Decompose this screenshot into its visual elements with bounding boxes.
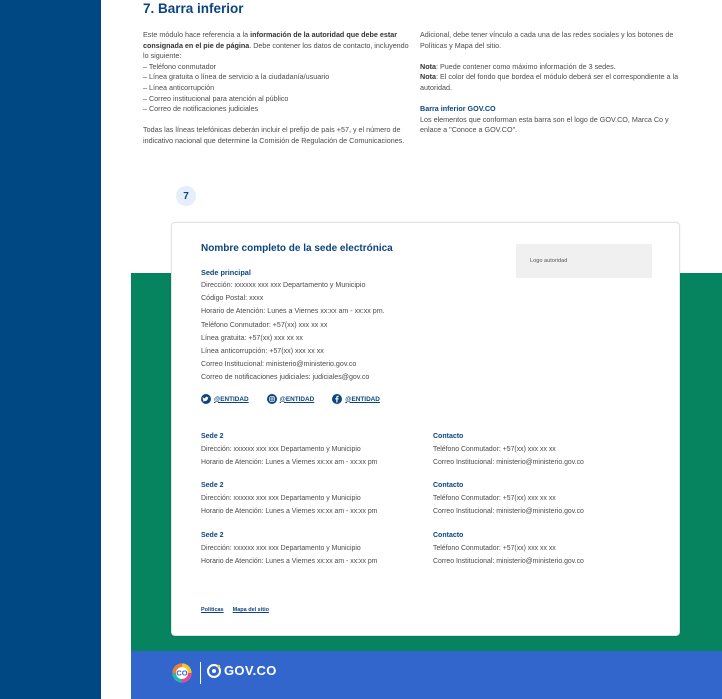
footer-links (201, 607, 269, 613)
branch-office-block (201, 480, 377, 518)
list-item: – Línea gratuita o línea de servicio a la ciudadanía/usuario (143, 72, 330, 82)
svg-text:CO: CO (176, 668, 188, 678)
instagram-handle: @ENTIDAD (279, 395, 315, 403)
instagram-link[interactable] (267, 394, 315, 404)
branch-address: Dirección: xxxxxx xxx xxx Departamento y Municipio (201, 495, 361, 502)
authority-logo-placeholder[interactable] (516, 244, 652, 278)
main-office-heading: Sede principal (201, 268, 251, 277)
policies-link[interactable]: Políticas (201, 607, 224, 613)
list-item: – Correo de notificaciones judiciales (143, 104, 259, 114)
contact-heading: Contacto (433, 433, 464, 440)
twitter-link[interactable] (201, 394, 249, 404)
facebook-link[interactable] (332, 394, 380, 404)
note-label: Nota (420, 61, 436, 71)
social-links (201, 394, 398, 404)
branch-office-block (201, 431, 377, 469)
site-name-title: Nombre completo de la sede electrónica (201, 243, 393, 254)
branch-phone: Teléfono Conmutador: +57(xx) xxx xx xx (433, 545, 556, 552)
branch-email: Correo Institucional: ministerio@ministerio.gov.co (433, 558, 584, 565)
twitter-icon (201, 394, 211, 404)
sitemap-link[interactable]: Mapa del sitio (232, 607, 269, 613)
office-hours: Horario de Atención: Lunes a Viernes xx:xx am - xx:xx pm. (201, 307, 385, 316)
branch-office-block (201, 530, 377, 568)
branch-heading: Sede 2 (201, 482, 224, 489)
govco-divider (200, 662, 201, 684)
branch-contact-block (433, 530, 584, 568)
list-item: – Teléfono conmutador (143, 61, 216, 71)
twitter-handle: @ENTIDAD (214, 395, 249, 403)
intro-bold-text: información de la autoridad que debe estar consignada en el pie de página (143, 30, 398, 50)
branch-email: Correo Institucional: ministerio@ministerio.gov.co (433, 459, 584, 466)
note-label: Nota (420, 72, 436, 82)
section-title: 7. Barra inferior (143, 1, 244, 16)
branch-heading: Sede 2 (201, 433, 224, 440)
left-color-band (0, 0, 101, 699)
notes-paragraph: Nota: Puede contener como máximo información de 3 sedes. Nota: El color del fondo que bordea el módulo deberá ser el correspondiente a la autoridad. (420, 61, 679, 92)
postal-code: Código Postal: xxxx (201, 294, 264, 303)
marca-co-logo[interactable] (172, 663, 192, 683)
office-address: Dirección: xxxxxx xxx xxx Departamento y Municipio (201, 281, 366, 289)
branch-contact-block (433, 480, 584, 518)
required-items-list (143, 62, 411, 115)
govco-logo-link[interactable] (207, 663, 277, 678)
branch-phone: Teléfono Conmutador: +57(xx) xxx xx xx (433, 446, 556, 453)
institutional-email: Correo Institucional: ministerio@ministerio.gov.co (201, 360, 357, 369)
list-item: – Línea anticorrupción (143, 82, 215, 92)
footer-module-card (171, 222, 680, 636)
govco-emblem-icon (207, 664, 221, 678)
left-description-column (143, 30, 411, 157)
branch-phone: Teléfono Conmutador: +57(xx) xxx xx xx (433, 495, 556, 502)
intro-paragraph: Este módulo hace referencia a la información de la autoridad que debe estar consignada en el pie de página. Debe contener los datos de contacto, incluyendo lo siguiente: – Teléfono conmutador – Línea gratuita o línea de servicio a la ciudadanía/usuario – Línea anticorrupción – Correo institucional para atención al público – Correo de notificaciones judiciales (143, 30, 411, 115)
social-links-paragraph: Adicional, debe tener vínculo a cada una de las redes sociales y los botones de Políticas y Mapa del sitio. (420, 30, 674, 50)
facebook-handle: @ENTIDAD (345, 395, 380, 403)
branch-contact-block (433, 431, 584, 469)
branch-address: Dirección: xxxxxx xxx xxx Departamento y Municipio (201, 446, 361, 453)
branch-hours: Horario de Atención: Lunes a Viernes xx:xx am - xx:xx pm (201, 558, 378, 565)
branch-hours: Horario de Atención: Lunes a Viernes xx:xx am - xx:xx pm (201, 459, 378, 466)
facebook-icon (332, 394, 342, 404)
instagram-icon (267, 394, 277, 404)
judicial-notifications-email: Correo de notificaciones judiciales: judiciales@gov.co (201, 373, 370, 382)
list-item: – Correo institucional para atención al público (143, 93, 289, 103)
govco-bar-subheading: Barra inferior GOV.CO (420, 104, 496, 114)
switchboard-phone: Teléfono Conmutador: +57(xx) xxx xx xx (201, 320, 328, 329)
step-number-badge: 7 (176, 186, 196, 206)
branch-email: Correo Institucional: ministerio@ministerio.gov.co (433, 508, 584, 515)
main-office-block (201, 267, 385, 385)
branch-heading: Sede 2 (201, 532, 224, 539)
anticorruption-line: Línea anticorrupción: +57(xx) xxx xx xx (201, 347, 324, 356)
branch-hours: Horario de Atención: Lunes a Viernes xx:xx am - xx:xx pm (201, 508, 378, 515)
logo-placeholder-label: Logo autoridad (530, 258, 568, 264)
marca-co-icon (172, 663, 192, 683)
right-description-column (420, 30, 682, 147)
contact-heading: Contacto (433, 532, 464, 539)
contact-heading: Contacto (433, 482, 464, 489)
branch-address: Dirección: xxxxxx xxx xxx Departamento y Municipio (201, 545, 361, 552)
govco-bar-paragraph: Barra inferior GOV.CO Los elementos que conforman esta barra son el logo de GOV.CO, Marca Co y enlace a "Conoce a GOV.CO". (420, 104, 669, 135)
toll-free-line: Línea gratuita: +57(xx) xxx xx xx (201, 333, 303, 342)
phone-prefix-note: Todas las líneas telefónicas deberán incluir el prefijo de país +57, y el número de indicativo nacional que determine la Comisión de Regulación de Comunicaciones. (143, 125, 405, 145)
govco-brand-text: GOV.CO (224, 663, 277, 678)
